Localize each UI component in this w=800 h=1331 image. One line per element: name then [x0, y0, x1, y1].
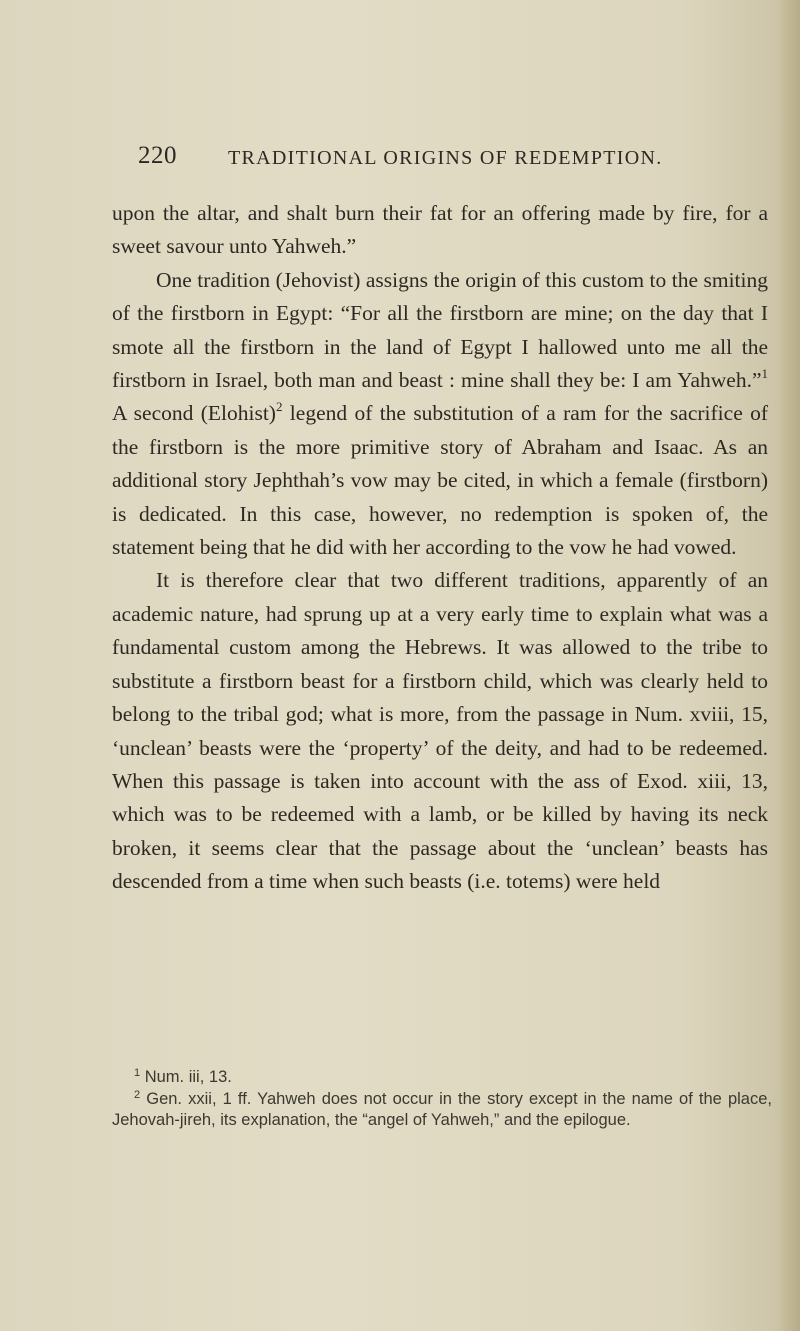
footnote-1-text: Num. iii, 13. [144, 1068, 232, 1086]
page-edge-shadow [778, 0, 800, 1331]
footnote-2-number: 2 [134, 1088, 141, 1101]
running-head: TRADITIONAL ORIGINS OF REDEMPTION. [228, 147, 663, 169]
footnote-1-number: 1 [134, 1067, 141, 1079]
footnotes [112, 1067, 772, 1132]
footnote-1 [112, 1067, 772, 1089]
footnote-2 [112, 1089, 772, 1132]
paragraph-2-part-3: legend of the substitution of a ram for the sacrifice of the firstborn is the more primitive story of Abraham and Isaac. As an additional story Jephthah’s vow may be cited, in which a female (firstborn) is dedicated. In this case, however, no redemption is spoken of, the statement being that he did with her according to the vow he had vowed. [112, 401, 768, 560]
page-header [0, 142, 800, 176]
paragraph-2-part-1: One tradition (Jehovist) assigns the origin of this custom to the smiting of the firstborn in Egypt: “For all the firstborn are mine; on the day that I smote all the firstborn in the land of Egypt I hallowed unto me all the firstborn in Israel, both man and beast : mine shall they be: I am Yahweh.” [112, 267, 768, 393]
footnote-2-text: Gen. xxii, 1 ff. Yahweh does not occur in the story except in the name of the place, Jehovah-jireh, its explanation, the “angel of Yahweh,” and the epilogue. [112, 1089, 772, 1129]
footnote-ref-2: 2 [275, 399, 283, 415]
paragraph-3: It is therefore clear that two different traditions, apparently of an academic nature, had sprung up at a very early time to explain what was a fundamental custom among the Hebrews. It was allowed to the tribe to substitute a firstborn beast for a firstborn child, which was clearly held to belong to the tribal god; what is more, from the passage in Num. xviii, 15, ‘unclean’ beasts were the ‘property’ of the deity, and had to be redeemed. When this passage is taken into account with the ass of Exod. xiii, 13, which was to be redeemed with a lamb, or be killed by having its neck broken, it seems clear that the passage about the ‘unclean’ beasts has descended from a time when such beasts (i.e. totems) were held [112, 568, 768, 894]
paragraph-2 [112, 264, 768, 565]
paragraph-2-part-2: A second (Elohist) [112, 401, 276, 426]
page-number: 220 [138, 142, 177, 169]
body-text [112, 197, 768, 899]
paragraph-1: upon the altar, and shalt burn their fat for an offering made by fire, for a sweet savour unto Yahweh.” [112, 201, 768, 259]
footnote-ref-1: 1 [761, 366, 768, 382]
